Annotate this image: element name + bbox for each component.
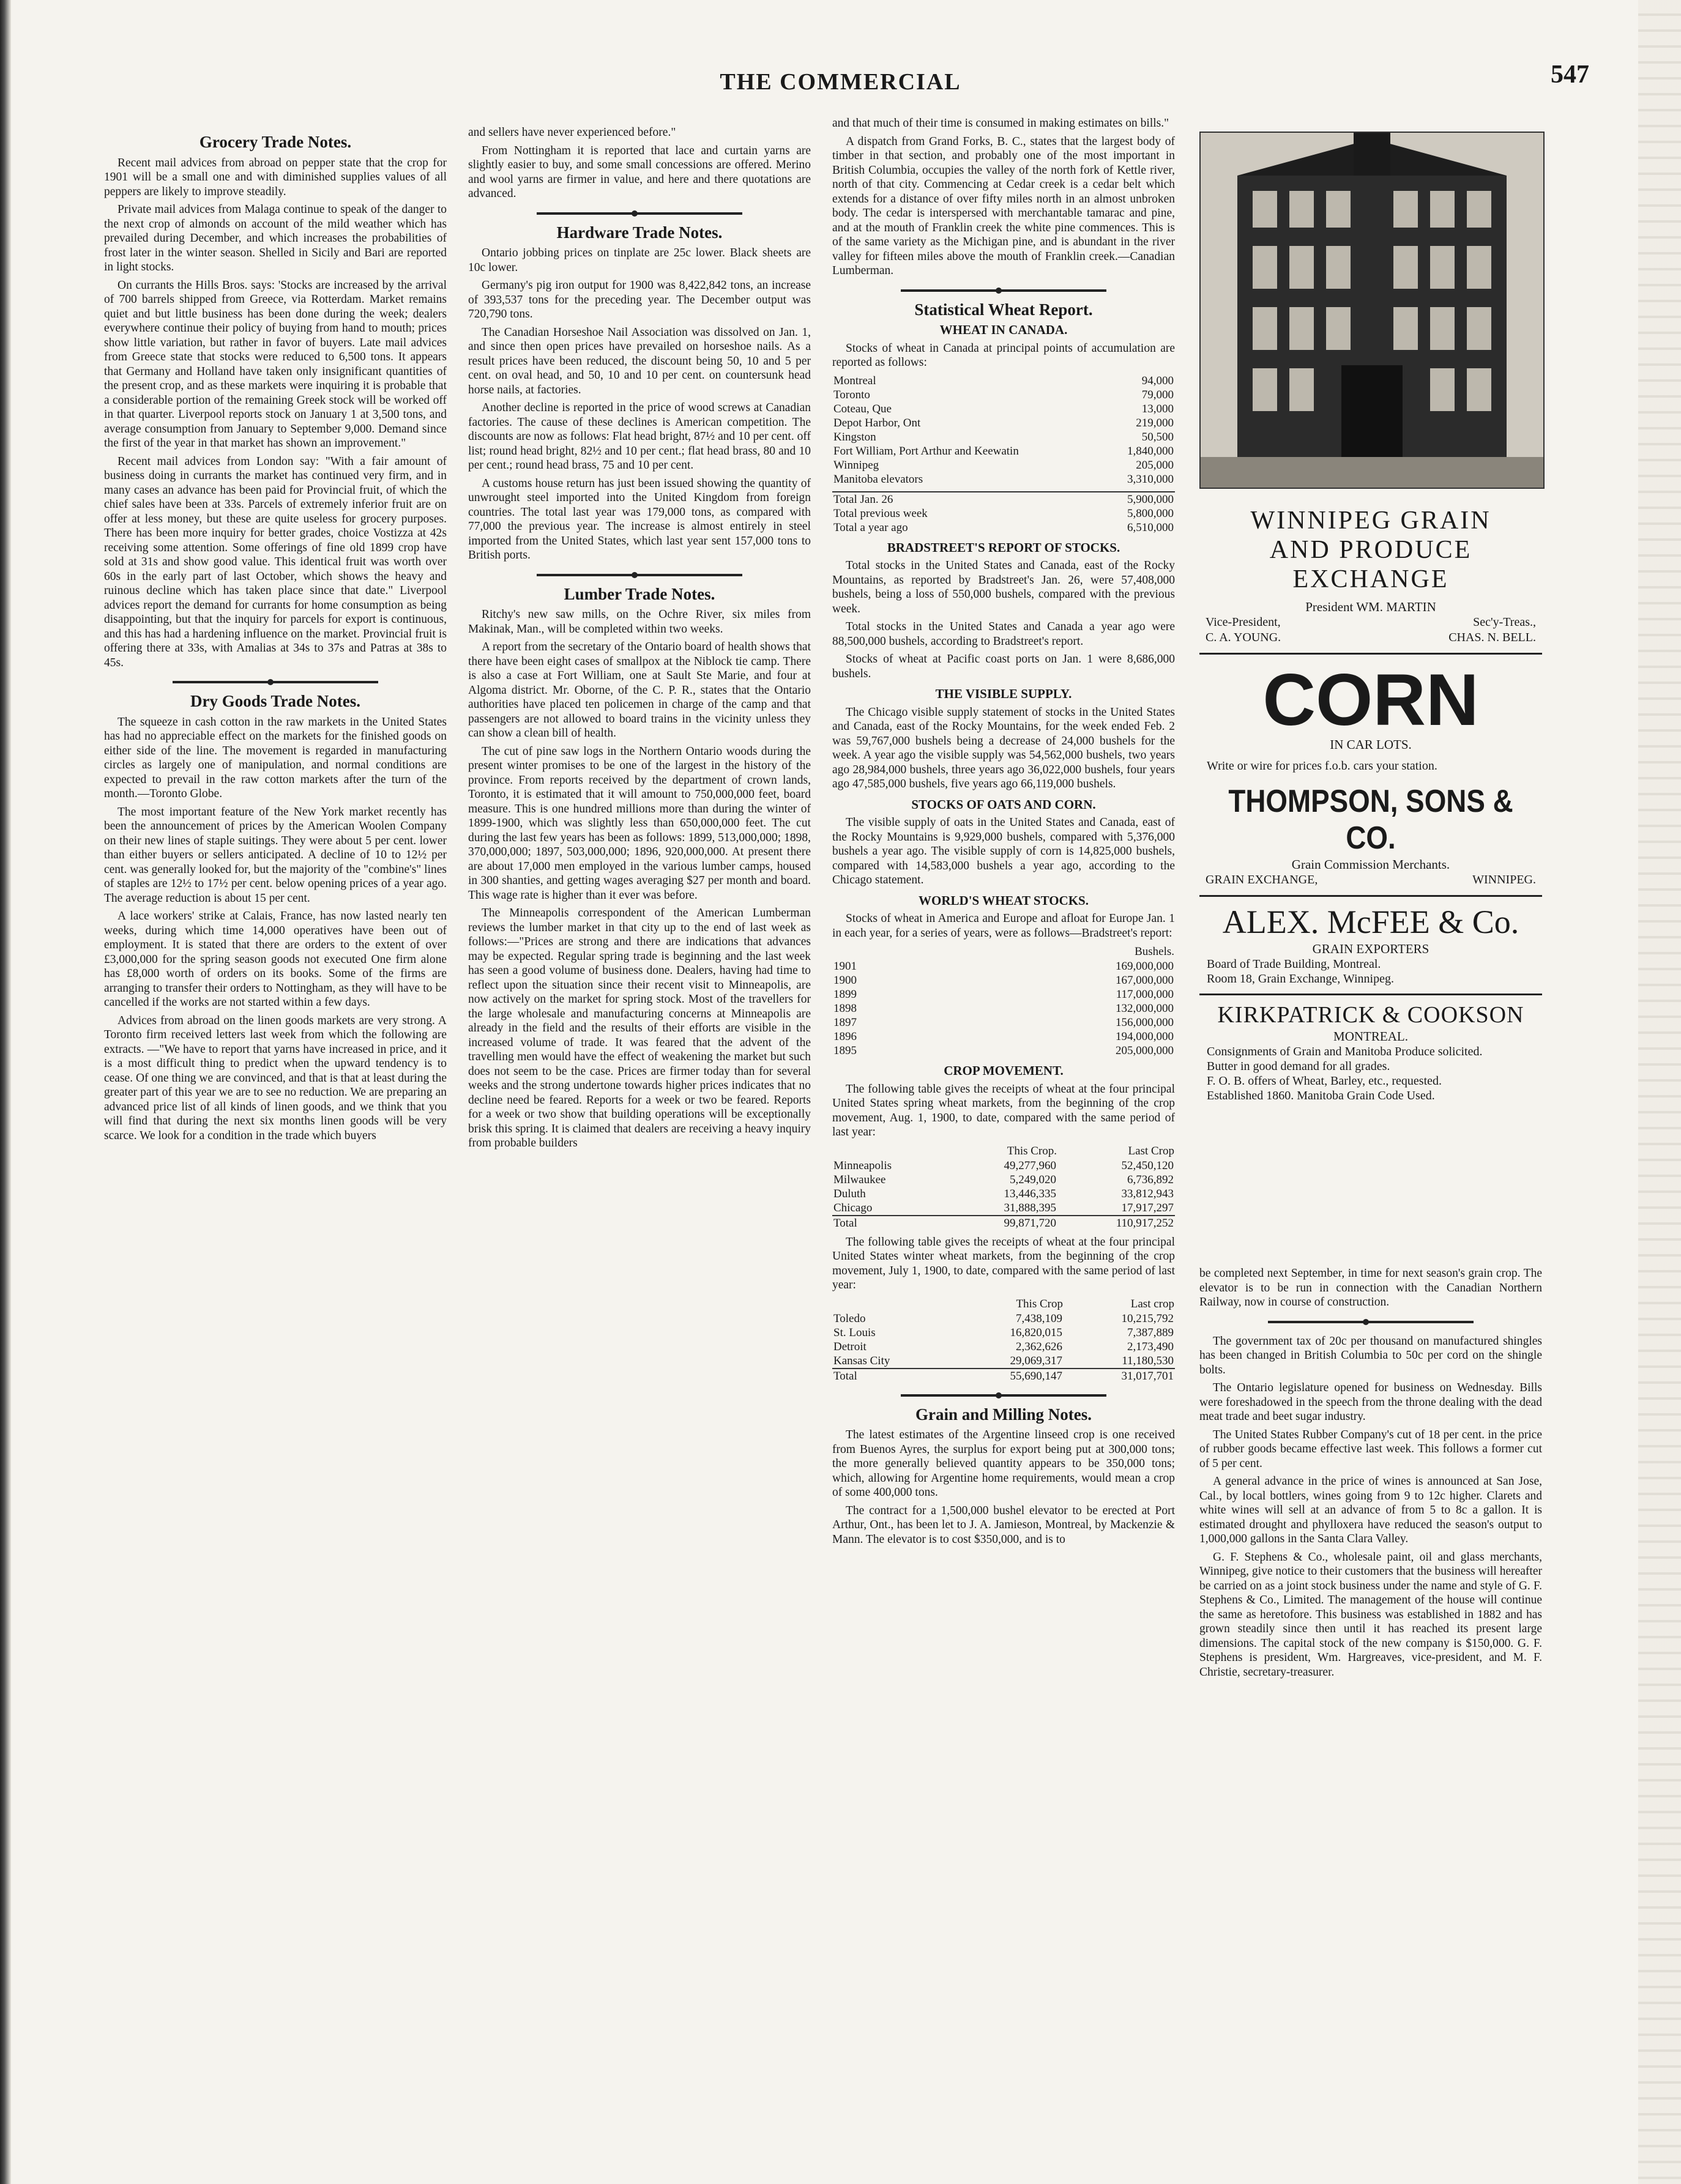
table-row — [832, 1312, 1175, 1326]
article-paragraph: The squeeze in cash cotton in the raw markets in the United States has had no appreciable effect on the markets for the finished goods on either side of the line. The movement is regarded in manufacturing circles as largely one of manipulation, and normal conditions are expected to prevail in the raw cotton markets after the turn of the month.—Toronto Globe. — [104, 715, 447, 800]
table-cell: 156,000,000 — [1116, 1016, 1174, 1029]
article-paragraph: The Ontario legislature opened for business on Wednesday. Bills were foreshadowed in the speech from the throne dealing with the dead meat trade and beet sugar industry. — [1199, 1381, 1542, 1423]
article-paragraph: Stocks of wheat in Canada at principal points of accumulation are reported as follows: — [832, 341, 1175, 369]
table-cell: 5,800,000 — [1127, 507, 1174, 520]
table-row — [832, 521, 1175, 535]
article-paragraph: The most important feature of the New York market recently has been the announcement of prices by the American Woolen Company on their new lines of staple suitings. They were about 5 per cent. lower than either buyers or sellers anticipated. A decline of 10 to 12½ per cent. was generally looked for, but the majority of the "combine's" lines of staples are 12½ to 17½ per cent. below opening prices of a year ago. The average reduction is about 15 per cent. — [104, 805, 447, 905]
ad-title: AND PRODUCE EXCHANGE — [1269, 536, 1472, 593]
table-cell: 1900 — [833, 974, 857, 987]
column-header: This Crop — [1016, 1297, 1063, 1310]
grain-milling-heading: Grain and Milling Notes. — [915, 1405, 1092, 1424]
table-cell: Total — [832, 1216, 950, 1230]
article-paragraph: The following table gives the receipts of wheat at the four principal United States winter wheat markets, from the beginning of the crop movement, July 1, 1900, to date, compared with the same period of last year: — [832, 1235, 1175, 1291]
subheading: WORLD'S WHEAT STOCKS. — [919, 893, 1089, 908]
table-cell: 169,000,000 — [1116, 960, 1174, 973]
subheading: CROP MOVEMENT. — [944, 1063, 1064, 1078]
ad-line: GRAIN EXCHANGE, — [1206, 873, 1318, 886]
corn-ad — [1199, 653, 1542, 895]
section-divider — [537, 574, 742, 576]
table-cell: Chicago — [833, 1201, 873, 1214]
column-header: Bushels. — [1135, 945, 1174, 958]
article-paragraph: be completed next September, in time for next season's grain crop. The elevator is to be run in connection with the Canadian Northern Railway, now in course of construction. — [1199, 1267, 1542, 1309]
table-cell: 7,438,109 — [1015, 1312, 1062, 1325]
table-row — [832, 430, 1175, 444]
article-paragraph: G. F. Stephens & Co., wholesale paint, oil and glass merchants, Winnipeg, give notice to their customers that the business will hereafter be carried on as a joint stock business under the name and style of G. F. Stephens & Co., Limited. The management of the house will continue the same as heretofore. This business was established in 1882 and has grown steadily since then until it has reached its present large dimensions. The capital stock of the new company is $150,000. G. F. Stephens is president, Wm. Hargreaves, vice-president, and M. F. Christie, secretary-treasurer. — [1199, 1550, 1542, 1679]
article-paragraph: A lace workers' strike at Calais, France, has now lasted nearly ten weeks, during which time 14,000 operatives have been out of employment. It is stated that there are orders to the extent of over £3,000,000 for the spring season goods not executed One firm alone has £8,000 worth of orders on its books. Some of the firms are arranging to transfer their orders to Nottingham, as they will have to be cancelled if the works are not started within a few days. — [104, 910, 447, 1009]
spring-receipts-table — [832, 1143, 1175, 1230]
article-paragraph: A general advance in the price of wines is announced at San Jose, Cal., by local bottlers, wines going from 9 to 12c higher. Clarets and white wines will sell at an advance of from 5 to 8c a gallon. It is estimated drought and phylloxera have reduced the season's output to 1,000,000 gallons in the Santa Clara Valley. — [1199, 1475, 1542, 1545]
table-total-row — [832, 492, 1175, 507]
article-paragraph: The contract for a 1,500,000 bushel elevator to be erected at Port Arthur, Ont., has been let to J. A. Jamieson, Montreal, by Mackenzie & Mann. The elevator is to cost $350,000, and is to — [832, 1504, 1175, 1546]
table-row — [832, 1173, 1175, 1187]
table-row — [832, 458, 1175, 472]
table-cell: 33,812,943 — [1121, 1187, 1174, 1200]
section-divider — [901, 1394, 1106, 1397]
table-cell: Milwaukee — [833, 1173, 886, 1186]
article-paragraph: The visible supply of oats in the United States and Canada, east of the Rocky Mountains is 9,929,000 bushels, compared with 5,376,000 bushels a year ago. The visible supply of corn is 14,825,000 bushels, compared with 14,583,000 bushels a year ago, according to the Chicago statement. — [832, 816, 1175, 886]
table-cell: 1898 — [833, 1002, 857, 1015]
ad-line: President WM. MARTIN — [1305, 600, 1436, 614]
column-header: Last Crop — [1128, 1144, 1174, 1157]
article-paragraph: The United States Rubber Company's cut of 18 per cent. in the price of rubber goods became effective last week. This follows a former cut of 5 per cent. — [1199, 1428, 1542, 1470]
table-cell: 55,690,147 — [952, 1369, 1064, 1383]
mcfee-ad — [1199, 895, 1542, 994]
subheading: BRADSTREET'S REPORT OF STOCKS. — [887, 540, 1120, 555]
column-3 — [832, 116, 1175, 2135]
table-cell: 219,000 — [1136, 416, 1174, 429]
table-cell: 13,000 — [1141, 402, 1174, 415]
table-row — [832, 416, 1175, 430]
ad-line: Grain Commission Merchants. — [1291, 857, 1450, 872]
ad-title: CORN — [1262, 659, 1479, 741]
ad-line: C. A. YOUNG. — [1206, 631, 1281, 644]
wheat-canada-table — [832, 374, 1175, 486]
table-row — [832, 507, 1175, 521]
table-cell: 132,000,000 — [1116, 1002, 1174, 1015]
ad-row — [1199, 630, 1542, 645]
table-cell: 6,736,892 — [1127, 1173, 1174, 1186]
article-paragraph: On currants the Hills Bros. says: 'Stocks are increased by the arrival of 700 barrels shipped from Greece, via Rotterdam. Market remains quiet and but little business has been done during the week; dealers everywhere continue their policy of buying from hand to mouth; prices show little variation, but rather in favor of buyers. Late mail advices from Greece state that stocks were reduced to 6,500 tons. It appears that Germany and Holland have taken only insignificant quantities of the present crop, and as these markets were inquiring it is probable that a considerable portion of the remaining Greek stock will be worked off in that quarter. Liverpool reports stock on January 1 at 3,500 tons, and average consumption from January to September 9,000. Demand since the first of the year in that market has shown an improvement." — [104, 278, 447, 450]
column-4 — [1199, 1266, 1542, 2135]
ad-line: CHAS. N. BELL. — [1448, 631, 1536, 644]
table-cell: 49,277,960 — [1004, 1159, 1057, 1172]
ad-line: GRAIN EXPORTERS — [1312, 942, 1429, 956]
article-paragraph: A dispatch from Grand Forks, B. C., states that the largest body of timber in that section, and probably one of the most important in British Columbia, occupies the valley of the north fork of Kettle river, north of that city. Commencing at Cedar creek is a cedar belt which extends for a distance of over fifty miles north in an almost unbroken body. The cedar is interspersed with merchantable tamarac and pine, and at the mouth of Franklin creek the white pine commences. This is of the same variety as the Michigan pine, and is abundant in the river valley for fifteen miles above the mouth of Franklin creek.—Canadian Lumberman. — [832, 135, 1175, 277]
wheat-canada-totals — [832, 491, 1175, 535]
table-cell: 79,000 — [1141, 388, 1174, 401]
article-paragraph: The following table gives the receipts of wheat at the four principal United States spring wheat markets, from the beginning of the crop movement, Aug. 1, 1900, to date, compared with the same period of last year: — [832, 1082, 1175, 1138]
lumber-heading: Lumber Trade Notes. — [564, 584, 715, 603]
article-paragraph: The Canadian Horseshoe Nail Association was dissolved on Jan. 1, and since then open prices have prevailed on horseshoe nails. As a result prices have been reduced, the discount being 50, 10 and 5 per cent. on oval head, and 50, 10 and 10 per cent. on countersunk head horse nails, at factories. — [468, 325, 811, 396]
section-divider — [173, 681, 378, 683]
article-paragraph: The Chicago visible supply statement of stocks in the United States and Canada, east of the Rocky Mountains, for the week ended Feb. 2 was 59,767,000 bushels being a decrease of 24,000 bushels for the week. A year ago the visible supply was 54,562,000 bushels, two years ago 28,984,000 bushels, three years ago 36,022,000 bushels, four years ago 47,585,000 bushels, five years ago 66,119,000 bushels. — [832, 705, 1175, 790]
article-paragraph: Another decline is reported in the price of wood screws at Canadian factories. The cause of these declines is American competition. The discounts are now as follows: Flat head bright, 87½ and 10 per cent. off list; round head bright, 82½ and 10 per cent.; flat head brass, 80 and 10 per cent.; round head brass, 75 and 10 per cent. — [468, 401, 811, 472]
table-total-row — [832, 1369, 1175, 1383]
section-divider — [901, 289, 1106, 292]
column-header: Last crop — [1130, 1297, 1174, 1310]
table-cell: Total Jan. 26 — [832, 492, 1060, 507]
ad-line: Vice-President, — [1206, 615, 1281, 629]
table-cell: Manitoba elevators — [833, 472, 923, 486]
table-row — [832, 1354, 1175, 1369]
page-number: 547 — [1551, 61, 1589, 89]
table-cell: 31,888,395 — [1004, 1201, 1057, 1214]
table-cell: 2,173,490 — [1127, 1340, 1174, 1353]
table-row — [832, 1340, 1175, 1354]
table-cell: Toronto — [833, 388, 870, 401]
table-cell: 1896 — [833, 1030, 857, 1043]
table-cell: 5,249,020 — [1010, 1173, 1057, 1186]
table-cell: 205,000 — [1136, 458, 1174, 472]
table-row — [832, 388, 1175, 402]
winnipeg-exchange-ad — [1199, 500, 1542, 653]
table-total-row — [832, 1216, 1175, 1230]
table-cell: 16,820,015 — [1010, 1326, 1062, 1339]
article-paragraph: Private mail advices from Malaga continue to speak of the danger to the next crop of almonds on account of the mild weather which has prevailed during December, and which increases the probabilities of frost later in the winter season. Shelled in Sicily and Bari are reported in light stocks. — [104, 203, 447, 273]
column-header: This Crop. — [1007, 1144, 1057, 1157]
table-cell: Total — [832, 1369, 952, 1383]
table-row — [832, 1201, 1175, 1216]
kirkpatrick-ad — [1199, 994, 1542, 1110]
article-paragraph: A report from the secretary of the Ontario board of health shows that there have been eight cases of smallpox at the Niblock tie camp. There is also a case at Fort William, one at Sault Ste Marie, and four at Algoma district. Mr. Oborne, of the C. P. R., states that the Ontario authorities have placed ten policemen in charge of the camp and that passengers are not allowed to board trains in the vicinity unless they can show a clean bill of health. — [468, 641, 811, 740]
table-cell: 10,215,792 — [1121, 1312, 1174, 1325]
hardware-heading: Hardware Trade Notes. — [556, 223, 723, 242]
advertisements — [1199, 132, 1542, 1257]
table-cell: Winnipeg — [833, 458, 879, 472]
ad-line: Established 1860. Manitoba Grain Code Used. — [1207, 1089, 1435, 1102]
table-cell: 3,310,000 — [1127, 472, 1174, 486]
article-paragraph: The latest estimates of the Argentine linseed crop is one received from Buenos Ayres, the surplus for export being put at 300,000 tons; the more generally believed quantity appears to be 350,000 tons; which, allowing for Argentine home requirements, would mean a crop of some 400,000 tons. — [832, 1428, 1175, 1499]
article-paragraph: Total stocks in the United States and Canada, east of the Rocky Mountains, as reported by Bradstreet's Jan. 26, were 57,408,000 bushels, being a loss of 550,000 bushels, compared with the previous week. — [832, 559, 1175, 615]
article-paragraph: Stocks of wheat in America and Europe and afloat for Europe Jan. 1 in each year, for a series of years, were as follows—Bradstreet's report: — [832, 912, 1175, 940]
table-cell: 94,000 — [1141, 374, 1174, 387]
table-row — [832, 374, 1175, 388]
table-cell: St. Louis — [833, 1326, 876, 1339]
table-cell: 29,069,317 — [1010, 1354, 1062, 1367]
ad-line: Board of Trade Building, Montreal. — [1207, 957, 1381, 971]
table-cell: 1897 — [833, 1016, 857, 1029]
article-paragraph: Germany's pig iron output for 1900 was 8,422,842 tons, an increase of 393,537 tons for the preceding year. The December output was 720,790 tons. — [468, 279, 811, 321]
table-cell: 7,387,889 — [1127, 1326, 1174, 1339]
article-paragraph: Ritchy's new saw mills, on the Ochre River, six miles from Makinak, Man., will be completed within two weeks. — [468, 608, 811, 636]
page-right-edge — [1638, 0, 1681, 2184]
table-cell: 31,017,701 — [1064, 1369, 1175, 1383]
table-row — [832, 402, 1175, 416]
table-cell: Depot Harbor, Ont — [833, 416, 921, 429]
table-cell: 5,900,000 — [1060, 492, 1175, 507]
table-cell: 117,000,000 — [1116, 988, 1174, 1001]
article-paragraph: Stocks of wheat at Pacific coast ports on Jan. 1 were 8,686,000 bushels. — [832, 653, 1175, 680]
section-divider — [537, 212, 742, 215]
ad-line: Room 18, Grain Exchange, Winnipeg. — [1207, 972, 1394, 986]
table-row — [832, 1187, 1175, 1201]
ad-line: Consignments of Grain and Manitoba Produce solicited. — [1207, 1045, 1483, 1058]
table-cell: 110,917,252 — [1057, 1216, 1175, 1230]
table-cell: Montreal — [833, 374, 876, 387]
table-row — [832, 444, 1175, 458]
table-cell: Detroit — [833, 1340, 867, 1353]
table-cell: 6,510,000 — [1127, 521, 1174, 534]
ad-line: Sec'y-Treas., — [1473, 615, 1536, 629]
table-cell: Coteau, Que — [833, 402, 892, 415]
column-1 — [104, 125, 447, 2138]
table-cell: 52,450,120 — [1121, 1159, 1174, 1172]
ad-title: WINNIPEG GRAIN — [1250, 507, 1491, 535]
table-cell: 167,000,000 — [1116, 974, 1174, 987]
winter-receipts-table — [832, 1296, 1175, 1383]
ad-title: KIRKPATRICK & COOKSON — [1217, 1002, 1524, 1028]
table-cell: 1895 — [833, 1044, 857, 1057]
table-cell: Duluth — [833, 1187, 866, 1200]
article-paragraph: The cut of pine saw logs in the Northern Ontario woods during the present winter promises to be one of the largest in the history of the province. From reports received by the department of crown lands, Toronto, it is estimated that it will amount to 750,000,000 feet, board measure. This is one hundred millions more than during the winter of 1899-1900, which was slightly less than 650,000,000 feet. The cut during the last few years has been as follows: 1899, 513,000,000; 1898, 370,000,000; 1897, 503,000,000; 1896, 920,000,000. At present there are about 17,000 men employed in the various lumber camps, housed in 300 shanties, and getting wages averaging $27 per month and board. This wage rate is higher than it ever was before. — [468, 745, 811, 902]
table-row — [832, 1326, 1175, 1340]
masthead: THE COMMERCIAL — [720, 69, 961, 95]
table-cell: 2,362,626 — [1015, 1340, 1062, 1353]
exchange-building-illustration — [1199, 132, 1545, 489]
ad-line: F. O. B. offers of Wheat, Barley, etc., requested. — [1207, 1074, 1442, 1088]
ad-row — [1199, 872, 1542, 888]
table-row — [832, 1001, 1175, 1016]
ad-line: MONTREAL. — [1333, 1029, 1408, 1044]
table-cell: 13,446,335 — [1004, 1187, 1057, 1200]
article-paragraph: From Nottingham it is reported that lace and curtain yarns are slightly easier to buy, and some small concessions are offered. Merino and wool yarns are firmer in value, and here and there quotations are advanced. — [468, 144, 811, 200]
wheat-report-heading: Statistical Wheat Report. — [914, 300, 1093, 319]
table-row — [832, 1044, 1175, 1058]
table-cell: 194,000,000 — [1116, 1030, 1174, 1043]
article-paragraph: The Minneapolis correspondent of the American Lumberman reviews the lumber market in that city up to the end of last week as follows:—"Prices are strong and there are indications that advances may be expected. Regular spring trade is beginning and the last week has seen a good volume of business done. Dealers, having had time to reflect upon the situation since their recent visit to Minneapolis, are now actively on the market for spring stock. Most of the travellers for the large wholesale and manufacturing concerns at Minneapolis are already in the field and the results of their efforts are visible in the increased volume of trade. It was feared that the advent of the travelling men would have the effect of weakening the market but such does not seem to be the case. Prices are firmer today than for several weeks and the strong undertone towards higher prices indicates that no decline need be feared. Reports for a week or two be feared. Reports for a week or two show that building operations will be exceptionally brisk this spring. It is claimed that dealers are receiving a heavy inquiry from probable builders — [468, 907, 811, 1150]
article-paragraph: and sellers have never experienced before." — [468, 126, 676, 139]
table-cell: 11,180,530 — [1122, 1354, 1174, 1367]
table-cell: 205,000,000 — [1116, 1044, 1174, 1057]
table-cell: 17,917,297 — [1121, 1201, 1174, 1214]
table-cell: 1899 — [833, 988, 857, 1001]
article-paragraph: A customs house return has just been issued showing the quantity of unwrought steel imported into the United Kingdom from foreign countries. The total last year was 179,000 tons, as compared with 77,000 the previous year. The increase is almost entirely in steel imported from the United States, which last year sent 157,000 tons to British ports. — [468, 477, 811, 562]
table-row — [832, 987, 1175, 1001]
table-cell: Total previous week — [833, 507, 928, 520]
world-stocks-table — [832, 944, 1175, 1058]
ad-line: Butter in good demand for all grades. — [1207, 1060, 1390, 1073]
table-row — [832, 1159, 1175, 1173]
ad-row — [1199, 615, 1542, 630]
subheading: WHEAT IN CANADA. — [939, 322, 1068, 337]
table-cell: 1901 — [833, 960, 857, 973]
article-paragraph: Recent mail advices from London say: "With a fair amount of business doing in currants the market has continued very firm, and in many cases an advance has been paid for Provincial fruit, of which the chief sales have been at 33s. Parcels of extremely inferior fruit are on offer at less money, but these are quite useless for grocery purposes. There has been more inquiry for better grades, choice Vostizza at 42s receiving some attention. Some offerings of fine old 1899 crop have sold at 31s and show good value. This identical fruit was worth over 60s in the early part of last October, which shows the heavy and ruinous decline which has taken place since that date." Liverpool advices report the demand for currants for home consumption as being disappointing, but that the inquiry for parcels for export is continuous, and this has had a hardening influence on the market. Provincial fruit is offering there at 33s, with Amalias at 34s to 37s and Patras at 38s to 45s. — [104, 455, 447, 669]
grocery-heading: Grocery Trade Notes. — [199, 133, 352, 151]
table-cell: 99,871,720 — [950, 1216, 1057, 1230]
table-cell: 1,840,000 — [1127, 444, 1174, 458]
table-row — [832, 959, 1175, 973]
column-2 — [468, 125, 811, 2138]
article-paragraph: The government tax of 20c per thousand on manufactured shingles has been changed in British Columbia to 50c per cord on the shingle bolts. — [1199, 1334, 1542, 1376]
ad-line: IN CAR LOTS. — [1330, 737, 1412, 752]
subheading: STOCKS OF OATS AND CORN. — [911, 797, 1096, 812]
table-row — [832, 1016, 1175, 1030]
article-paragraph: Ontario jobbing prices on tinplate are 25c lower. Black sheets are 10c lower. — [468, 247, 811, 274]
building-engraving-icon — [1201, 133, 1543, 488]
table-row — [832, 472, 1175, 486]
subheading: THE VISIBLE SUPPLY. — [935, 686, 1072, 701]
table-cell: Minneapolis — [833, 1159, 892, 1172]
article-paragraph: Recent mail advices from abroad on pepper state that the crop for 1901 will be a small one and with diminished supplies values of all peppers are likely to improve steadily. — [104, 156, 447, 198]
section-divider — [1268, 1321, 1474, 1323]
table-cell: Fort William, Port Arthur and Keewatin — [833, 444, 1019, 458]
table-cell: Kingston — [833, 430, 876, 444]
table-cell: 50,500 — [1141, 430, 1174, 444]
table-cell: Total a year ago — [833, 521, 908, 534]
table-cell: Kansas City — [833, 1354, 890, 1367]
article-paragraph: and that much of their time is consumed in making estimates on bills." — [832, 117, 1169, 130]
table-cell: Toledo — [833, 1312, 866, 1325]
article-paragraph: Advices from abroad on the linen goods markets are very strong. A Toronto firm received letters last week from which the following are extracts. —"We have to report that yarns have increased in price, and it is a most difficult thing to predict when the upward tendency is to cease. Of one thing we are convinced, and that is that at least during the greater part of this year we are to see no reduction. We are preparing an advanced price list of all kinds of linen goods, and we think that you will find that during the next six months linen goods will be very scarce. We look for a condition in the trade which buyers — [104, 1014, 447, 1142]
ad-line: Write or wire for prices f.o.b. cars your station. — [1207, 759, 1437, 773]
table-row — [832, 1030, 1175, 1044]
article-paragraph: Total stocks in the United States and Canada a year ago were 88,500,000 bushels, according to Bradstreet's report. — [832, 620, 1175, 648]
page-binding-edge — [0, 0, 11, 2184]
dry-goods-heading: Dry Goods Trade Notes. — [190, 692, 360, 710]
table-row — [832, 973, 1175, 987]
ad-line: WINNIPEG. — [1472, 873, 1536, 886]
ad-title: ALEX. McFEE & Co. — [1222, 904, 1519, 940]
ad-title: THOMPSON, SONS & CO. — [1228, 784, 1513, 856]
